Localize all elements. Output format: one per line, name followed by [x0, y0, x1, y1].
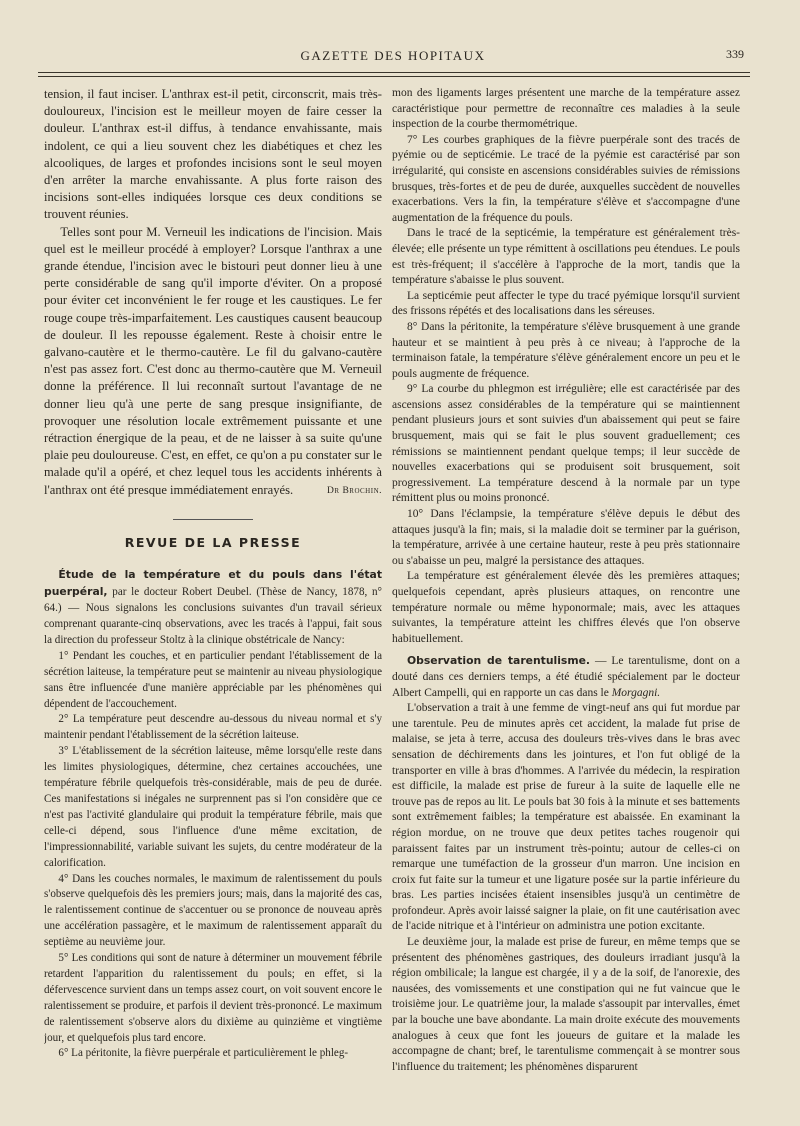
paragraph: 6° La péritonite, la fièvre puerpérale et particulièrement le phleg-: [58, 1047, 349, 1060]
paragraph: 3° L'établissement de la sécrétion laiteuse, même lorsqu'elle reste dans les limites physiologiques, détermine, chez certaines accouchées, une température fébrile quelquefois très-considérable, mais de peu de durée. Ces manifestations si inégales ne surprennent pas si l'on considère que ce n'est pas l'activité glandulaire qui produit la température fébrile, mais que celle-ci dépend, sous l'influence d'une même excitation, de l'impressionnabilité, variable suivant les sujets, du centre modérateur de la calorification.: [44, 745, 382, 869]
paragraph: La septicémie peut affecter le type du tracé pyémique lorsqu'il survient des frissons répétés et des localisations dans les séreuses.: [392, 289, 740, 318]
section-title: REVUE DE LA PRESSE: [124, 535, 302, 551]
article-intro-text: — Le tarentulisme, dont on a douté dans ces derniers temps, a été étudié spécialement par le docteur Albert Campelli, qui en rapporte un cas dans le: [392, 655, 740, 699]
article-intro: [392, 653, 740, 701]
paragraph: 9° La courbe du phlegmon est irrégulière; elle est caractérisée par des ascensions assez considérables de la température qui se maintiennent pendant plusieurs jours et sont suivies d'un abaissement qui peut se faire brusquement, mais qui se fait le plus souvent graduellement; ces rémissions se maintiennent pendant quelque temps; il leur succède de nouvelles exacerbations qui se produisent soit brusquement, soit progressivement. La température descend à la normale par un type rémittent plus ou moins prononcé.: [392, 383, 740, 505]
right-column: [392, 86, 740, 1106]
paragraph: Dans le tracé de la septicémie, la température est généralement très-élevée; elle présente un type rémittent à oscillations peu étendues. Le pouls est très-fréquent; il s'accélère à l'approche de la mort, tandis que la température s'abaisse le plus souvent.: [392, 227, 740, 287]
press-review: [44, 567, 382, 1062]
page-number: 339: [726, 47, 744, 61]
paragraph: 5° Les conditions qui sont de nature à déterminer un mouvement fébrile retardent l'apparition du ralentissement du pouls; en effet, si la défervescence survient dans un temps assez court, on voit souvent encore le ralentissement se produire, et parfois il devient très-prononcé. Le maximum de ralentissement s'observe alors du dixième au quinzième et vingtième jour, et quelquefois plus tard encore.: [44, 952, 382, 1044]
paragraph: 7° Les courbes graphiques de la fièvre puerpérale sont des tracés de pyémie ou de septicémie. Le tracé de la pyémie est caractérisé par son irrégularité, qui consiste en ascensions considérables suivies de rémissions brusques, très-fortes et de peu de durée, auxquelles succèdent de nouvelles exacerbations. Vers la fin, la température s'élève et s'accompagne d'une augmentation de la fréquence du pouls.: [392, 133, 740, 224]
article-heading: Étude de la température et du pouls dans l'état puerpéral,: [44, 568, 382, 599]
journal-title: GAZETTE DES HOPITAUX: [300, 48, 486, 63]
paragraph: 8° Dans la péritonite, la température s'élève brusquement à une grande hauteur et se maintient à peu près à ce niveau; à l'approche de la terminaison fatale, la température s'élève généralement encore un peu et le pouls augmente de fréquence.: [392, 320, 740, 380]
left-column: [44, 86, 382, 1106]
article-heading: Observation de tarentulisme.: [406, 654, 591, 668]
paragraph: L'observation a trait à une femme de vingt-neuf ans qui fut mordue par une tarentule. Peu de minutes après cet accident, la malade fut prise de malaise, se jeta à terre, accusa des douleurs très-vives dans le bras avec sensation de déchirements dans les jointures, et l'on fut obligé de la transporter en ville à bras d'hommes. A l'arrivée du médecin, la respiration est difficile, la malade est prise de fureur à la suite de laquelle elle ne trouve pas de repos au lit. Le pouls bat 30 fois à la minute et ses battements sont extrêmement faibles; la température est abaissée. En examinant la région mordue, on ne trouve que deux petites taches rougenoir qui paraissent faites par un instrument très-pointu; autour de celles-ci on remarque une tuméfaction de la grosseur d'un marron. Une incision en croix fut faite sur la tumeur et une ligature posée sur la partie inférieure du bras. Les parties incisées étaient insensibles jusqu'à un centimètre de profondeur. Après avoir laissé saigner la plaie, on fit une cautérisation avec de l'acide nitrique et à l'intérieur on administra une potion excitante.: [392, 702, 740, 933]
paragraph: 10° Dans l'éclampsie, la température s'élève depuis le début des attaques jusqu'à la fin; mais, si la maladie doit se terminer par la guérison, la température, arrivée à une certaine hauteur, reste à peu près stationnaire ou s'abaisse un peu, malgré la persistance des attaques.: [392, 508, 740, 567]
paragraph: La température est généralement élevée dès les premières attaques; quelquefois cependant, après plusieurs attaques, on rencontre une température normale ou même hyponormale; mais, avec les attaques suivantes, la température atteint les chiffres élevés que l'on observe habituellement.: [392, 570, 740, 645]
header-rule: [38, 72, 750, 73]
header-rule-thin: [38, 76, 750, 77]
author-signature: Dr Brochin.: [327, 485, 382, 496]
journal-name: Morgagni.: [611, 686, 661, 699]
paragraph: 4° Dans les couches normales, le maximum de ralentissement du pouls s'observe quelquefois dès les premiers jours; mais, dans la majorité des cas, le ralentissement continue de s'accentuer ou se prononce de nouveau après une accélération passagère, et le maximum de ralentissement apparaît du septième au neuvième jour.: [44, 872, 382, 949]
article-intro: [44, 567, 382, 649]
article-intro-text: par le docteur Robert Deubel. (Thèse de Nancy, 1878, n° 64.) — Nous signalons les conclusions suivantes d'un travail sérieux comprenant quarante-cinq observations, avec les tracés à l'appui, fait sous la direction du professeur Stoltz à la clinique obstétricale de Nancy:: [44, 586, 382, 646]
paragraph: 1° Pendant les couches, et en particulier pendant l'établissement de la sécrétion laiteuse, la température peut se maintenir au niveau physiologique sans être influencée d'une manière appréciable par les phénomènes qui dépendent de l'accouchement.: [44, 649, 382, 710]
paragraph: Le deuxième jour, la malade est prise de fureur, en même temps que se présentent des phénomènes gastriques, des douleurs irradiant jusqu'à la région ombilicale; la langue est chargée, il y a de la soif, de l'anorexie, des nausées, des vomissements et une constipation qui ne fut vaincue que le troisième jour. Le quatrième jour, la malade s'assoupit par intervalles, émet par la bouche une bave abondante. La main droite exécute des mouvements analogues à ceux que font les joueurs de guitare et la malade les accompagne de chant; bref, le tarentulisme commençait à se montrer sous l'influence du traitement; les phénomènes disparurent: [392, 936, 740, 1073]
paragraph: tension, il faut inciser. L'anthrax est-il petit, circonscrit, mais très-douloureux, l'incision est le meilleur moyen de faire cesser la douleur. L'anthrax est-il diffus, à tendance envahissante, mais indolent, ce qui a lieu souvent chez les diabétiques et chez les alcooliques, de larges et profondes incisions sont le seul moyen d'en arrêter la marche envahissante. A plus forte raison des incisions sont-elles indiquées lorsque ces deux conditions se trouvent réunies.: [44, 87, 382, 222]
paragraph: mon des ligaments larges présentent une marche de la température assez caractéristique pour permettre de reconnaître ces maladies à la seule inspection de la courbe thermométrique.: [392, 87, 740, 131]
paragraph: Telles sont pour M. Verneuil les indications de l'incision. Mais quel est le meilleur procédé à employer? Lorsque l'anthrax a une grande étendue, l'incision avec le bistouri peut donner lieu à une perte considérable de sang qu'il importe d'éviter. On a proposé pour éviter cet inconvénient le fer rouge et les caustiques. Le fer rouge coupe très-imparfaitement. Les caustiques causent beaucoup de douleur. Il les repousse également. Reste à choisir entre le galvano-cautère et le thermo-cautère. Le fil du galvano-cautère n'est pas assez fort. C'est donc au thermo-cautère que M. Verneuil donne la préférence. Il lui reconnaît surtout l'avantage de ne donner lieu qu'à une perte de sang presque insignifiante, de provoquer une résolution locale extrêmement puissante et une rétraction énergique de la peau, et de ne laisser à sa suite qu'une plaie peu douloureuse. C'est, en effet, ce qu'on a pu constater sur le malade qu'il a opéré, et chez lequel tous les accidents inhérents à l'anthrax ont été presque immédiatement enrayés.: [44, 224, 382, 497]
paragraph: 2° La température peut descendre au-dessous du niveau normal et s'y maintenir pendant l'établissement de la sécrétion laiteuse.: [44, 713, 382, 742]
section-divider: [168, 510, 258, 520]
page-header: [38, 44, 748, 68]
